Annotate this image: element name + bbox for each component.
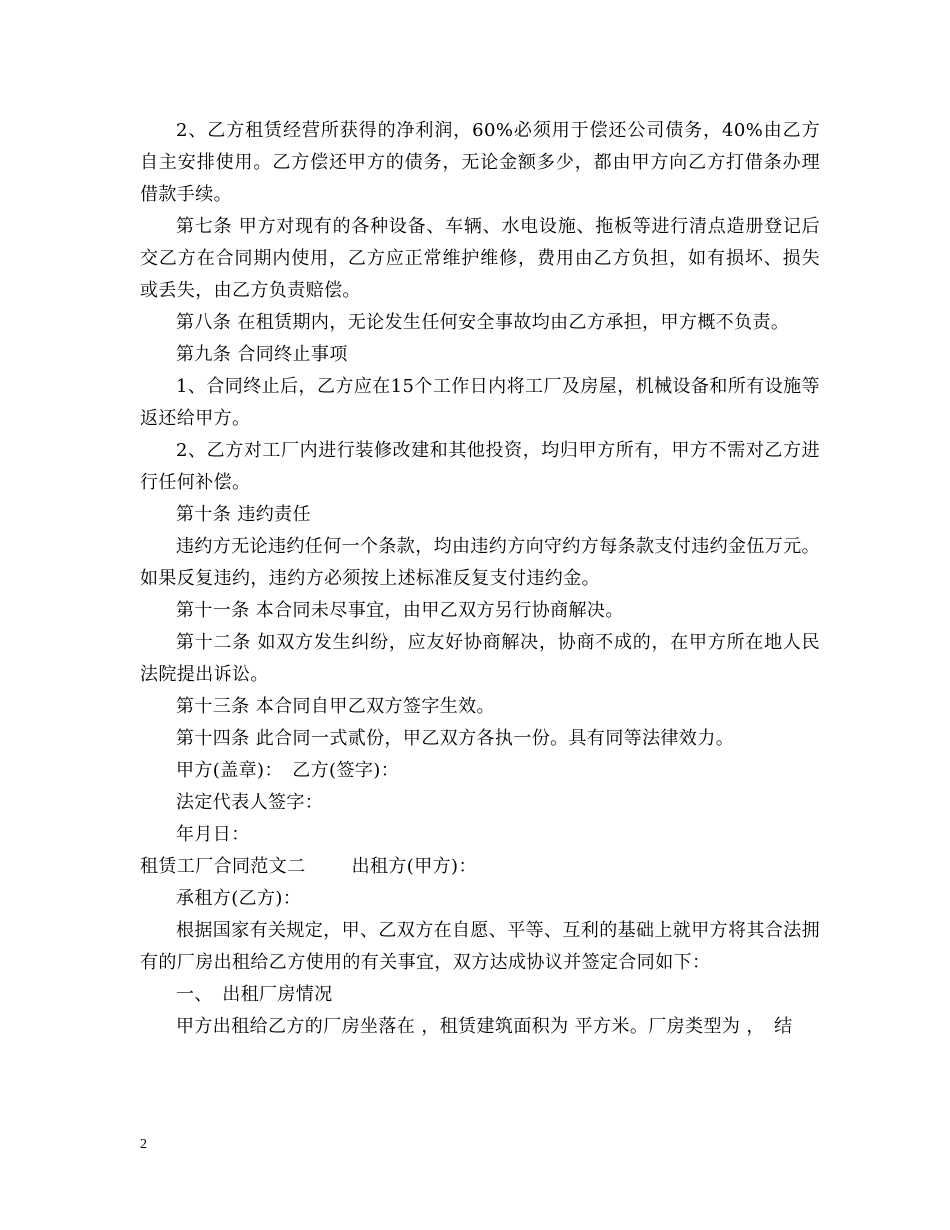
paragraph-termination-item-1: 1、合同终止后，乙方应在15个工作日内将工厂及房屋，机械设备和所有设施等返还给甲方。 bbox=[140, 376, 820, 429]
paragraph-net-profit: 2、乙方租赁经营所获得的净利润，60%必须用于偿还公司债务，40%由乙方自主安排使用。乙方偿还甲方的债务，无论金额多少，都由甲方向乙方打借条办理借款手续。 bbox=[140, 120, 820, 205]
paragraph-section-1-heading: 一、 出租厂房情况 bbox=[176, 984, 333, 1005]
paragraph-agreement-preamble: 根据国家有关规定，甲、乙双方在自愿、平等、互利的基础上就甲方将其合法拥有的厂房出租给乙方使用的有关事宜，双方达成协议并签定合同如下： bbox=[140, 920, 820, 973]
paragraph-article-12: 第十二条 如双方发生纠纷，应友好协商解决，协商不成的，在甲方所在地人民法院提出诉讼。 bbox=[140, 632, 820, 685]
paragraph-article-8: 第八条 在租赁期内，无论发生任何安全事故均由乙方承担，甲方概不负责。 bbox=[176, 312, 790, 333]
document-body bbox=[140, 115, 820, 1043]
paragraph-article-7: 第七条 甲方对现有的各种设备、车辆、水电设施、拖板等进行清点造册登记后交乙方在合同期内使用，乙方应正常维护维修，费用由乙方负担，如有损坏、损失或丢失，由乙方负责赔偿。 bbox=[140, 216, 820, 301]
paragraph-termination-item-2: 2、乙方对工厂内进行装修改建和其他投资，均归甲方所有，甲方不需对乙方进行任何补偿。 bbox=[140, 440, 820, 493]
signature-parties-line: 甲方(盖章)： 乙方(签字)： bbox=[176, 760, 400, 781]
legal-representative-line: 法定代表人签字： bbox=[176, 792, 324, 813]
paragraph-article-14: 第十四条 此合同一式贰份，甲乙双方各执一份。具有同等法律效力。 bbox=[176, 728, 735, 749]
section2-title: 租赁工厂合同范文二 bbox=[140, 856, 306, 877]
date-line: 年月日： bbox=[176, 824, 250, 845]
paragraph-article-13: 第十三条 本合同自甲乙双方签字生效。 bbox=[176, 696, 495, 717]
paragraph-article-9-heading: 第九条 合同终止事项 bbox=[176, 344, 348, 365]
paragraph-article-10-heading: 第十条 违约责任 bbox=[176, 504, 311, 525]
page-number: 2 bbox=[140, 1137, 147, 1152]
lessee-line: 承租方(乙方)： bbox=[176, 888, 302, 909]
section2-heading-line bbox=[140, 851, 820, 883]
paragraph-article-11: 第十一条 本合同未尽事宜，由甲乙双方另行协商解决。 bbox=[176, 600, 624, 621]
paragraph-factory-location: 甲方出租给乙方的厂房坐落在 ，租赁建筑面积为 平方米。厂房类型为 ， 结 bbox=[176, 1016, 793, 1037]
section2-lessor: 出租方(甲方)： bbox=[351, 856, 477, 877]
paragraph-breach-liability: 违约方无论违约任何一个条款，均由违约方向守约方每条款支付违约金伍万元。如果反复违约，违约方必须按上述标准反复支付违约金。 bbox=[140, 536, 820, 589]
